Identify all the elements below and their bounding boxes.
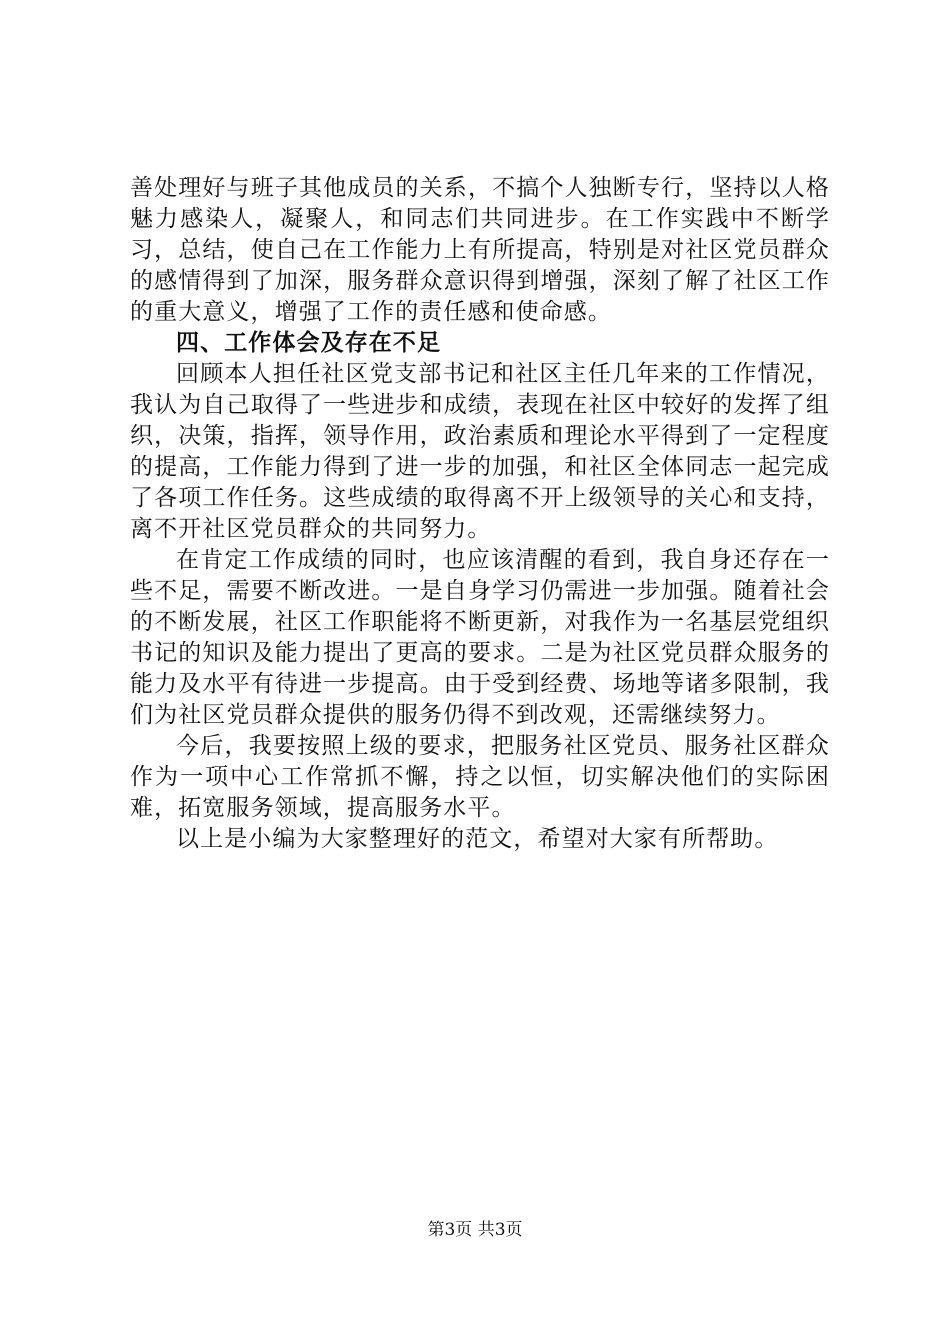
- section-heading: 四、工作体会及存在不足: [176, 330, 442, 356]
- paragraph-future-plan: 今后，我要按照上级的要求，把服务社区党员、服务社区群众作为一项中心工作常抓不懈，持之以恒，切实解决他们的实际困难，拓宽服务领域，提高服务水平。: [130, 733, 830, 821]
- page-number-footer: 第3页 共3页: [427, 1220, 523, 1240]
- paragraph-review: 回顾本人担任社区党支部书记和社区主任几年来的工作情况，我认为自己取得了一些进步和成绩，表现在社区中较好的发挥了组织，决策，指挥，领导作用，政治素质和理论水平得到了一定程度的提高，工作能力得到了进一步的加强，和社区全体同志一起完成了各项工作任务。这些成绩的取得离不开上级领导的关心和支持，离不开社区党员群众的共同努力。: [130, 361, 830, 542]
- document-body: [130, 173, 830, 855]
- paragraph-closing: 以上是小编为大家整理好的范文，希望对大家有所帮助。: [176, 826, 779, 852]
- paragraph-continuation: 善处理好与班子其他成员的关系，不搞个人独断专行，坚持以人格魅力感染人，凝聚人，和同志们共同进步。在工作实践中不断学习，总结，使自己在工作能力上有所提高，特别是对社区党员群众的感情得到了加深，服务群众意识得到增强，深刻了解了社区工作的重大意义，增强了工作的责任感和使命感。: [130, 175, 830, 325]
- paragraph-shortcomings: 在肯定工作成绩的同时，也应该清醒的看到，我自身还存在一些不足，需要不断改进。一是自身学习仍需进一步加强。随着社会的不断发展，社区工作职能将不断更新，对我作为一名基层党组织书记的知识及能力提出了更高的要求。二是为社区党员群众服务的能力及水平有待进一步提高。由于受到经费、场地等诸多限制，我们为社区党员群众提供的服务仍得不到改观，还需继续努力。: [130, 547, 830, 728]
